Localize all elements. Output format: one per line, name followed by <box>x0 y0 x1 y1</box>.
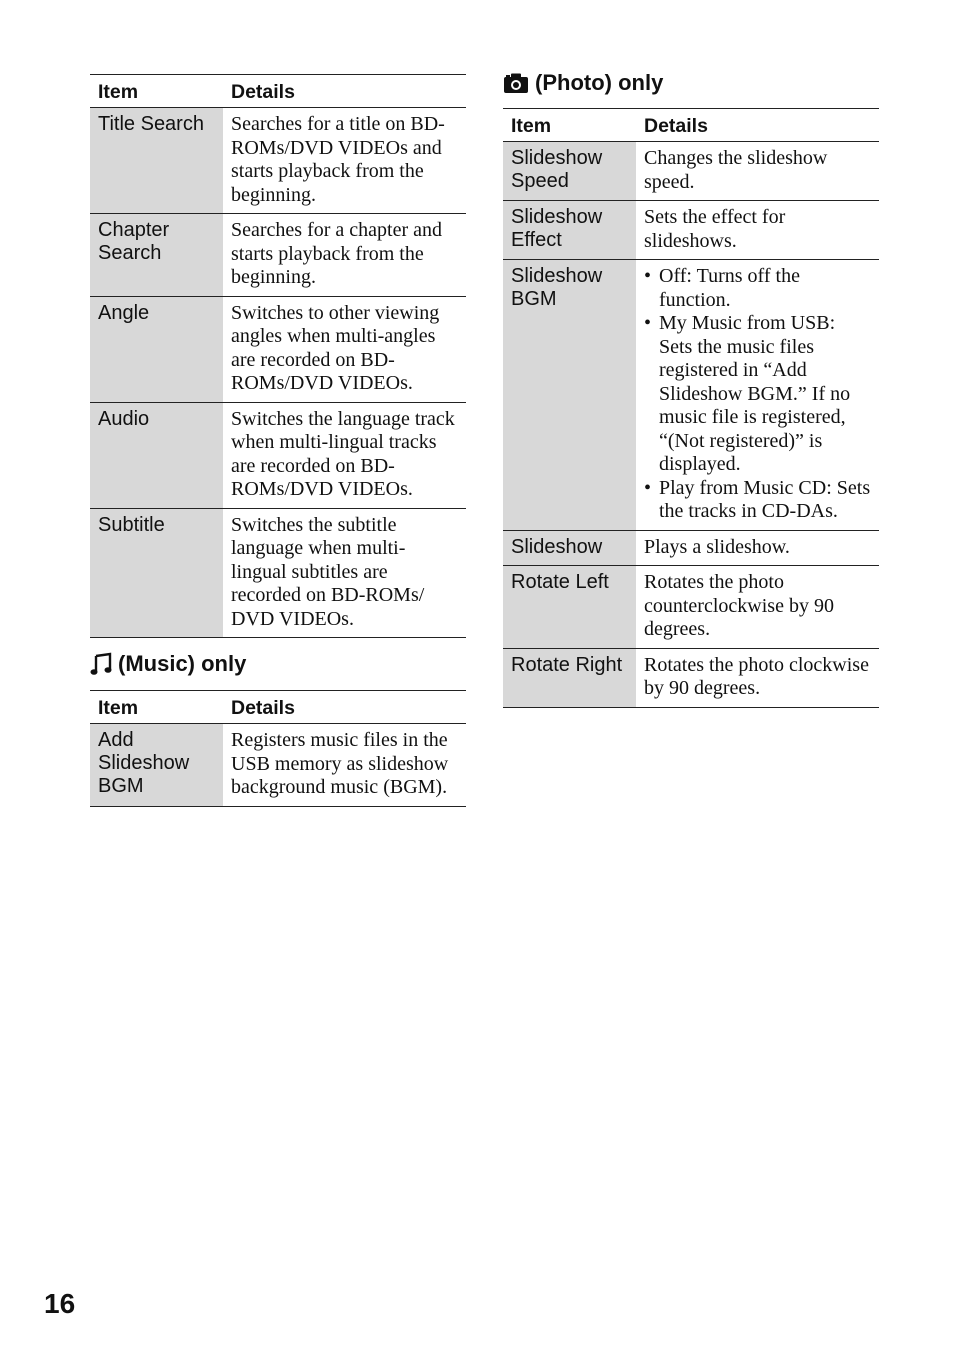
list-item: • Off: Turns off the function. <box>644 265 873 312</box>
table-row <box>90 508 466 638</box>
table-row <box>503 530 879 566</box>
photo-options-table <box>503 108 879 708</box>
row-details: Rotates the photo clockwise by 90 degrees. <box>636 648 879 707</box>
table-header-row <box>90 691 466 724</box>
music-options-table <box>90 690 466 807</box>
row-details: Searches for a chapter and starts playback from the beginning. <box>223 214 466 297</box>
music-section-title <box>90 642 466 686</box>
table-row <box>90 724 466 807</box>
music-note-icon <box>90 652 112 676</box>
row-details: Plays a slideshow. <box>636 530 879 566</box>
row-item: Angle <box>90 296 223 402</box>
left-column <box>90 74 466 807</box>
row-details: Registers music files in the USB memory as slideshow background music (BGM). <box>223 724 466 807</box>
header-details: Details <box>636 109 879 142</box>
header-item: Item <box>90 75 223 108</box>
row-item: Title Search <box>90 108 223 214</box>
row-details: Switches the subtitle language when multi-lingual subtitles are recorded on BD-ROMs/ DVD VIDEOs. <box>223 508 466 638</box>
table-row <box>90 296 466 402</box>
row-item: Chapter Search <box>90 214 223 297</box>
table-row <box>90 214 466 297</box>
row-item: Slideshow Speed <box>503 142 636 201</box>
table-row <box>503 566 879 649</box>
photo-section-label: (Photo) only <box>535 70 664 95</box>
row-details: Rotates the photo counterclockwise by 90 degrees. <box>636 566 879 649</box>
header-item: Item <box>90 691 223 724</box>
row-item: Slideshow <box>503 530 636 566</box>
page-number: 16 <box>44 1288 76 1319</box>
row-details: Switches the language track when multi-lingual tracks are recorded on BD-ROMs/DVD VIDEOs. <box>223 402 466 508</box>
table-row <box>503 142 879 201</box>
row-details: Searches for a title on BD-ROMs/DVD VIDEOs and starts playback from the beginning. <box>223 108 466 214</box>
header-details: Details <box>223 75 466 108</box>
row-details: Changes the slideshow speed. <box>636 142 879 201</box>
table-header-row <box>90 75 466 108</box>
table-row <box>90 108 466 214</box>
header-details: Details <box>223 691 466 724</box>
camera-icon <box>503 72 529 94</box>
row-item: Rotate Right <box>503 648 636 707</box>
row-details: Sets the effect for slideshows. <box>636 201 879 260</box>
playback-options-table <box>90 74 466 638</box>
list-item: • Play from Music CD: Sets the tracks in CD-DAs. <box>644 477 873 524</box>
table-row <box>503 201 879 260</box>
table-row <box>503 648 879 707</box>
row-details <box>636 260 879 531</box>
right-column <box>503 68 879 708</box>
table-row <box>503 260 879 531</box>
bgm-option-list <box>644 265 873 524</box>
row-item: Audio <box>90 402 223 508</box>
list-item: • My Music from USB: Sets the music files registered in “Add Slideshow BGM.” If no music file is registered, “(Not registered)” is displayed. <box>644 312 873 477</box>
header-item: Item <box>503 109 636 142</box>
row-item: Slideshow BGM <box>503 260 636 531</box>
row-item: Add Slideshow BGM <box>90 724 223 807</box>
row-item: Rotate Left <box>503 566 636 649</box>
row-details: Switches to other viewing angles when multi-angles are recorded on BD-ROMs/DVD VIDEOs. <box>223 296 466 402</box>
row-item: Subtitle <box>90 508 223 638</box>
row-item: Slideshow Effect <box>503 201 636 260</box>
table-header-row <box>503 109 879 142</box>
table-row <box>90 402 466 508</box>
music-section-label: (Music) only <box>118 651 247 676</box>
photo-section-title <box>503 68 879 98</box>
